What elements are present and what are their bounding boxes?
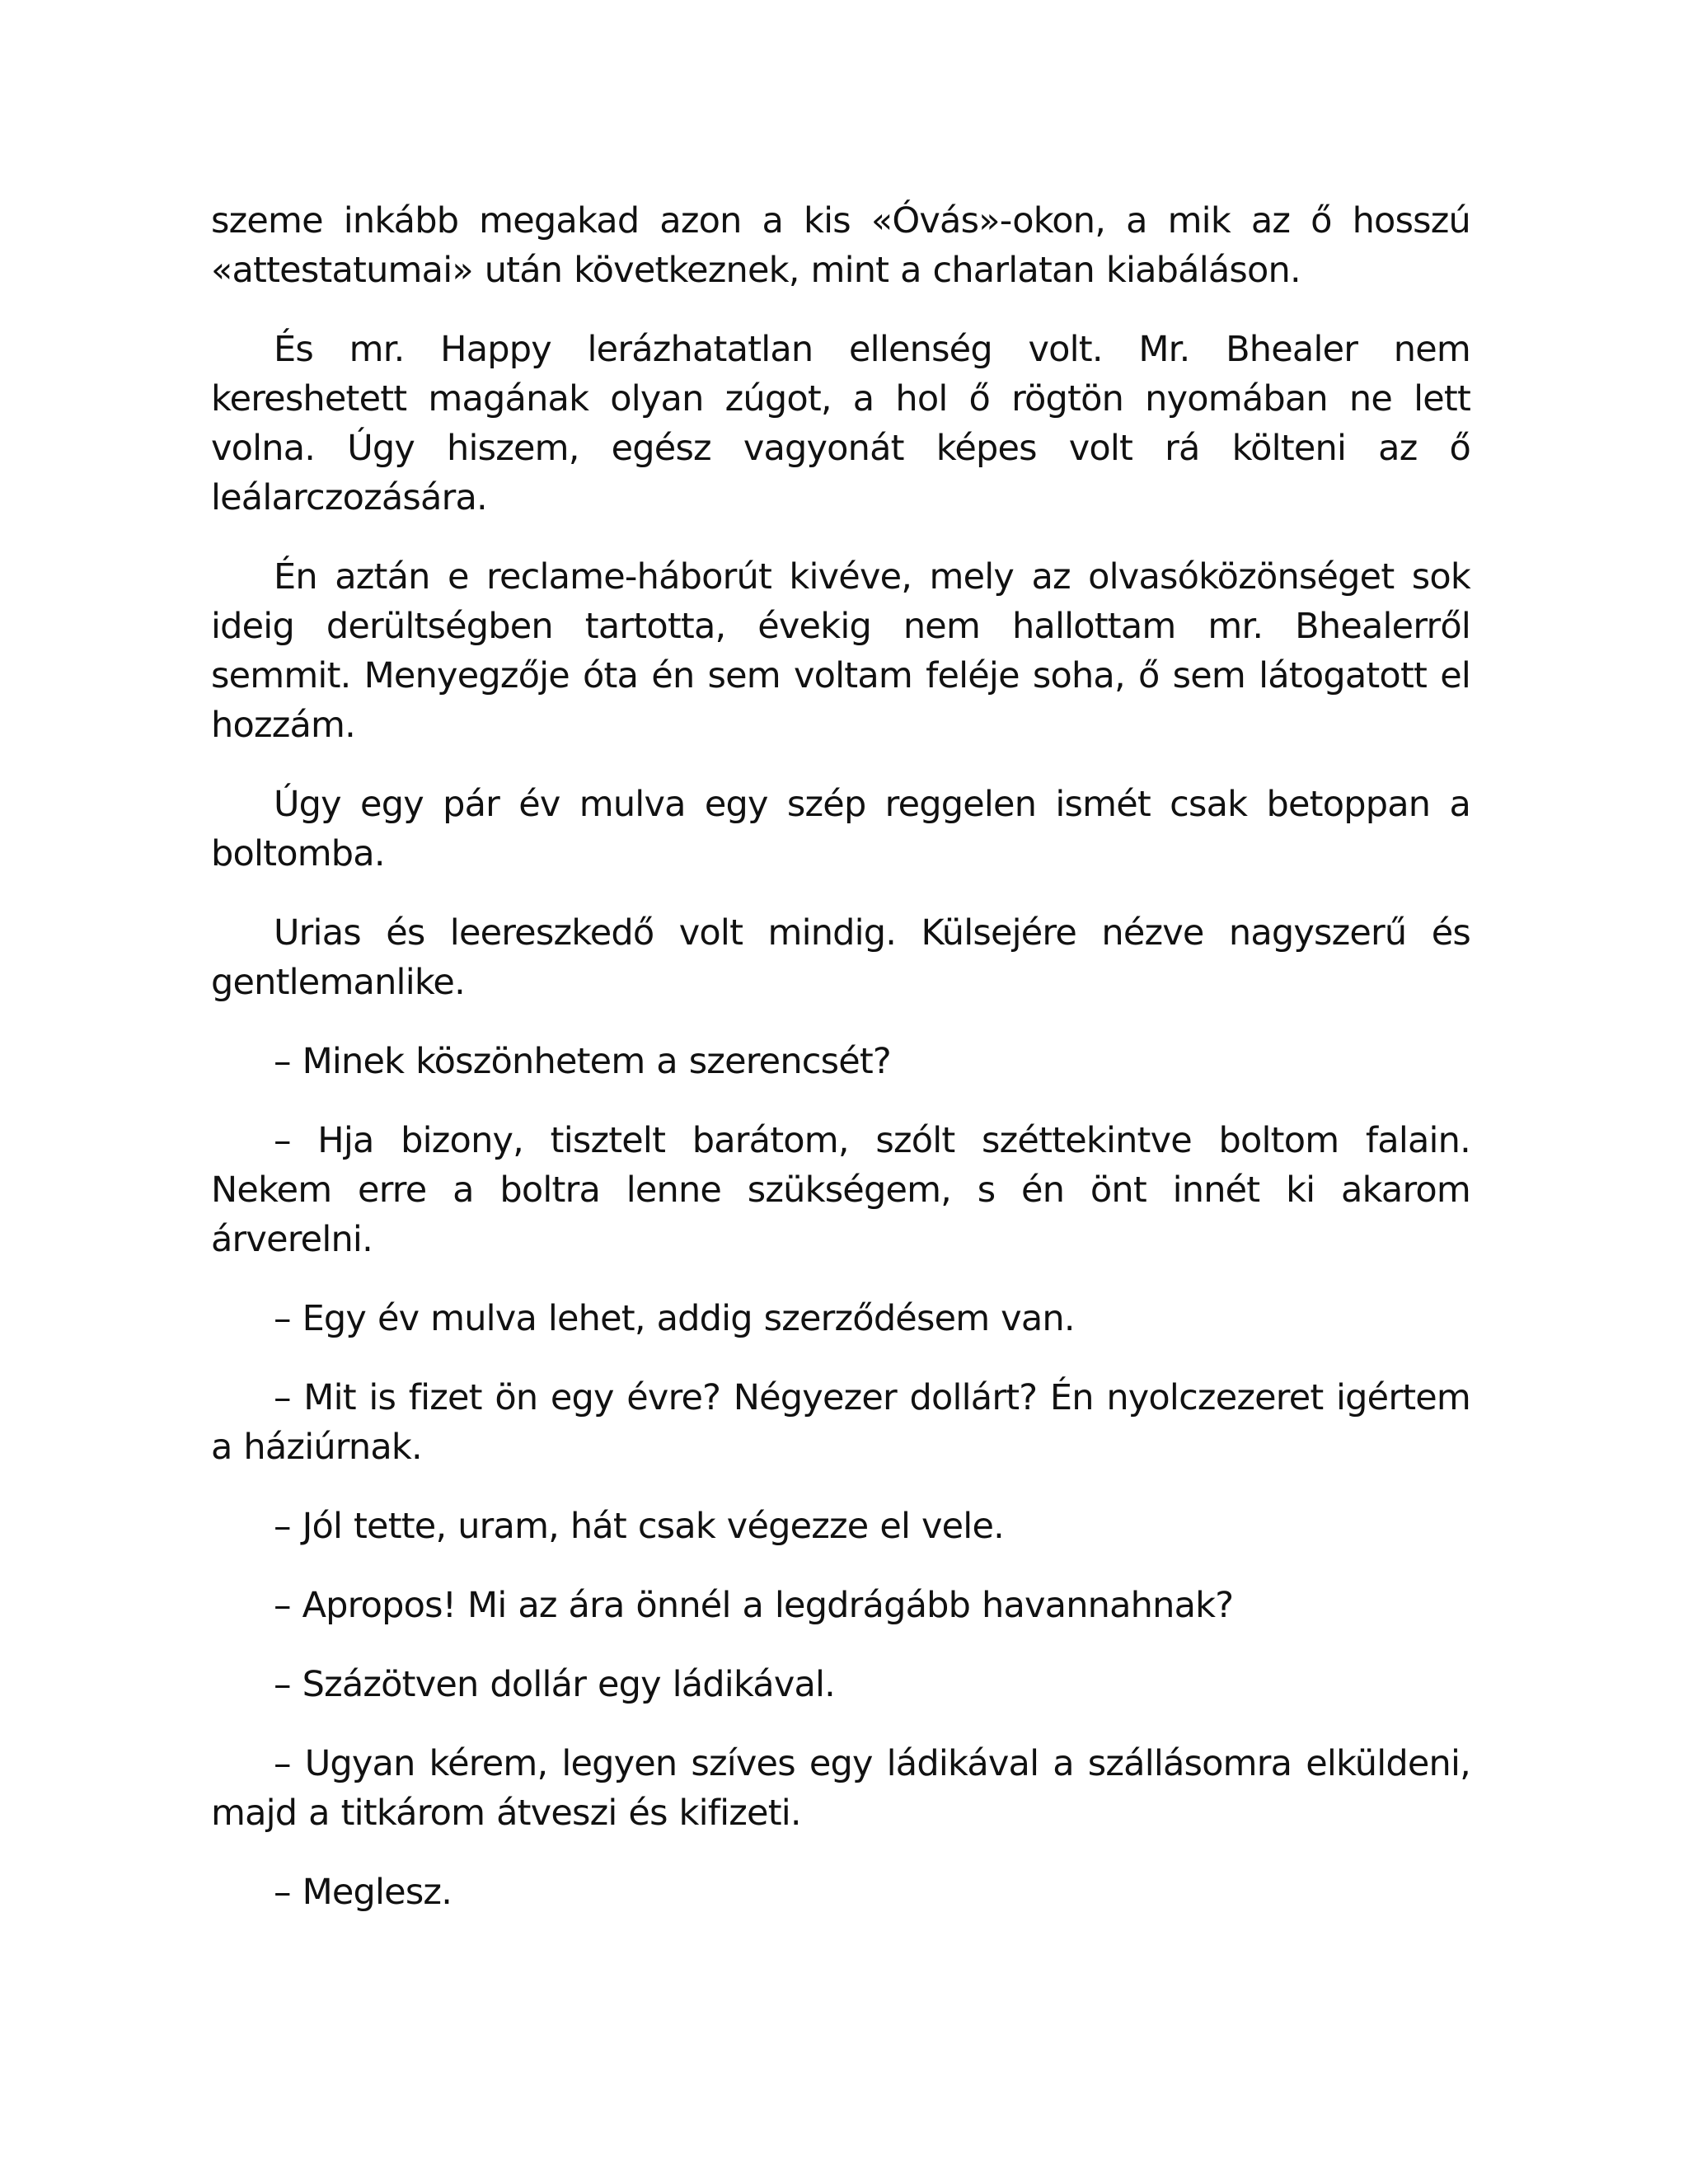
dialogue-line: – Egy év mulva lehet, addig szerződésem van.: [274, 1298, 1075, 1339]
paragraph: És mr. Happy lerázhatatlan ellenség volt. Mr. Bhealer nem kereshetett magának olyan zúgot, a hol ő rögtön nyomában ne lett volna. Úgy hiszem, egész vagyonát képes volt rá költeni az ő leálarczozására.: [211, 329, 1470, 518]
dialogue-line: – Jól tette, uram, hát csak végezze el vele.: [274, 1506, 1004, 1547]
dialogue-line: – Hja bizony, tisztelt barátom, szólt széttekintve boltom falain. Nekem erre a boltra lenne szükségem, s én önt innét ki akarom árverelni.: [211, 1120, 1470, 1260]
paragraph: Úgy egy pár év mulva egy szép reggelen ismét csak betoppan a boltomba.: [211, 784, 1470, 874]
dialogue-line: – Minek köszönhetem a szerencsét?: [274, 1041, 891, 1082]
dialogue-line: – Százötven dollár egy ládikával.: [274, 1664, 836, 1705]
dialogue-line: – Ugyan kérem, legyen szíves egy ládikával a szállásomra elküldeni, majd a titkárom átveszi és kifizeti.: [211, 1743, 1470, 1834]
book-page: [211, 196, 1470, 1947]
paragraph: Én aztán e reclame-háborút kivéve, mely az olvasóközönséget sok ideig derültségben tartotta, évekig nem hallottam mr. Bhealerről semmit. Menyegzője óta én sem voltam feléje soha, ő sem látogatott el hozzám.: [211, 556, 1470, 746]
paragraph: szeme inkább megakad azon a kis «Óvás»-okon, a mik az ő hosszú «attestatumai» után következnek, mint a charlatan kiabáláson.: [211, 200, 1470, 291]
dialogue-line: – Meglesz.: [274, 1872, 452, 1913]
dialogue-line: – Apropos! Mi az ára önnél a legdrágább havannahnak?: [274, 1585, 1234, 1626]
paragraph: Urias és leereszkedő volt mindig. Külsejére nézve nagyszerű és gentlemanlike.: [211, 912, 1470, 1003]
dialogue-line: – Mit is fizet ön egy évre? Négyezer dollárt? Én nyolczezeret igértem a háziúrnak.: [211, 1377, 1470, 1468]
